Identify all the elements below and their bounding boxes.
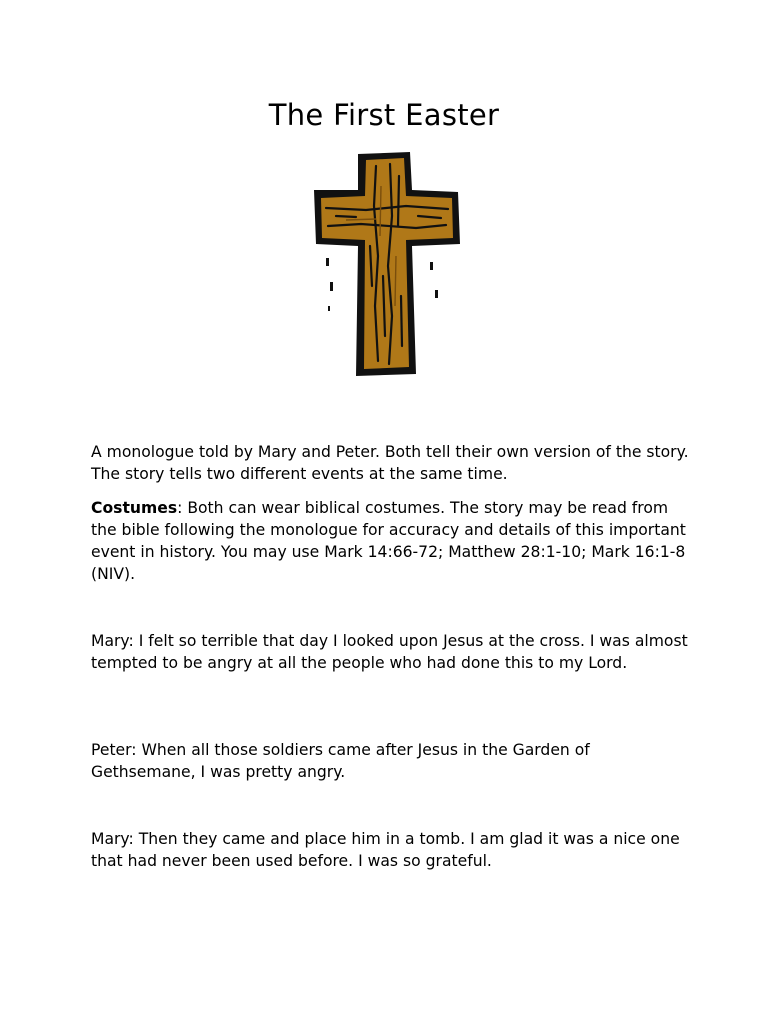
costumes-paragraph bbox=[91, 497, 691, 585]
costumes-text: : Both can wear biblical costumes. The story may be read from the bible following the monologue for accuracy and details of this important event in history. You may use Mark 14:66-72; Matthew 28:1-10; Mark 16:1-8 (NIV). bbox=[91, 499, 686, 583]
dialogue-line: Mary: I felt so terrible that day I looked upon Jesus at the cross. I was almost tempted to be angry at all the people who had done this to my Lord. bbox=[91, 632, 688, 672]
costumes-label: Costumes bbox=[91, 499, 178, 517]
page-title: The First Easter bbox=[268, 98, 500, 132]
dialogue-line: Mary: Then they came and place him in a tomb. I am glad it was a nice one that had never been used before. I was so grateful. bbox=[91, 830, 680, 870]
dialogue-line: Peter: When all those soldiers came after Jesus in the Garden of Gethsemane, I was pretty angry. bbox=[91, 741, 590, 781]
wooden-cross-icon bbox=[306, 146, 466, 380]
intro-paragraph: A monologue told by Mary and Peter. Both tell their own version of the story. The story tells two different events at the same time. bbox=[91, 443, 689, 483]
